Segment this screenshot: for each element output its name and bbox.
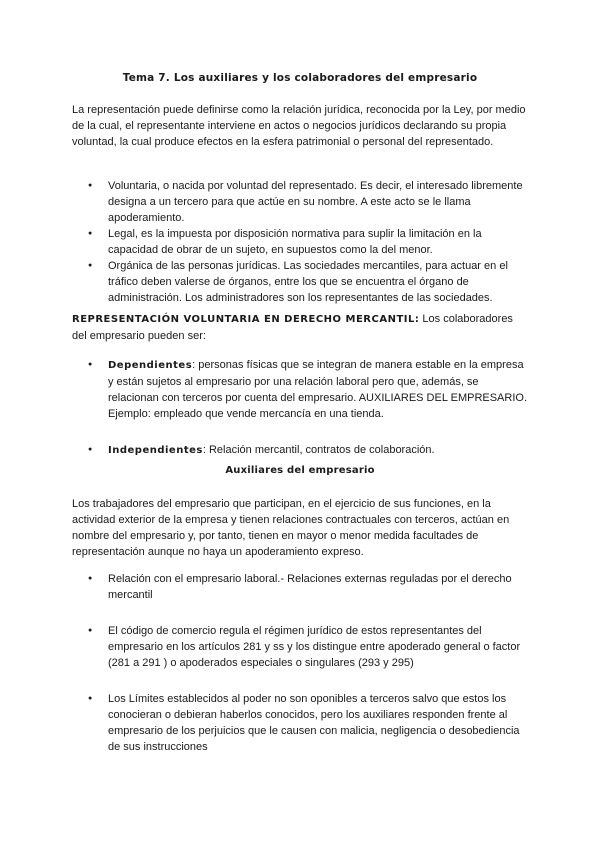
- collaborator-text: : Relación mercantil, contratos de colaboración.: [202, 444, 435, 456]
- list-item: ● Voluntaria, o nacida por voluntad del representado. Es decir, el interesado libremente designa a un tercero para que actúe en su nombre. A este acto se le llama apoderamiento.: [72, 178, 530, 226]
- list-item: ● Relación con el empresario laboral.- Relaciones externas reguladas por el derecho mercantil: [72, 571, 530, 603]
- list-item: ● Los Límites establecidos al poder no son oponibles a terceros salvo que estos los conocieran o debieran haberlos conocidos, pero los auxiliares responden frente al empresario de los perjuicios que le causen con malicia, negligencia o desobediencia de sus instrucciones: [72, 691, 530, 755]
- document-title: Tema 7. Los auxiliares y los colaboradores del empresario: [122, 72, 478, 84]
- list-item: ● Orgánica de las personas jurídicas. Las sociedades mercantiles, para actuar en el tráfico deben valerse de órganos, entre los que se encuentra el órgano de administración. Los administradores son los representantes de las sociedades.: [72, 258, 530, 306]
- aux-paragraph: Los trabajadores del empresario que participan, en el ejercicio de sus funciones, en la actividad exterior de la empresa y tienen relaciones contractuales con terceros, actúan en nombre del empresario y, por tanto, tienen en mayor o menor medida facultades de representación aunque no haya un apoderamiento expreso.: [72, 498, 510, 558]
- voluntary-text: Los colaboradores del empresario pueden ser:: [72, 313, 513, 342]
- list-item: [72, 357, 530, 422]
- collaborator-term: Independientes: [108, 445, 203, 456]
- list-item: ● Legal, es la impuesta por disposición normativa para suplir la limitación en la capacidad de obrar de un sujeto, en supuestos como la del menor.: [72, 226, 530, 258]
- list-item: [72, 442, 530, 459]
- voluntary-paragraph: [72, 311, 530, 344]
- section-subtitle: Auxiliares del empresario: [225, 465, 375, 476]
- intro-paragraph: La representación puede definirse como la relación jurídica, reconocida por la Ley, por medio de la cual, el representante interviene en actos o negocios jurídicos declarando su propia voluntad, la cual produce efectos en la esfera patrimonial o personal del representado.: [72, 104, 526, 148]
- collaborator-term: Dependientes: [108, 360, 193, 371]
- aux-points-list: [72, 571, 530, 775]
- voluntary-heading: REPRESENTACIÓN VOLUNTARIA EN DERECHO MERCANTIL:: [72, 314, 420, 325]
- representation-types-list: [72, 178, 530, 306]
- collaborators-list: [72, 357, 530, 479]
- list-item: ● El código de comercio regula el régimen jurídico de estos representantes del empresario en los artículos 281 y ss y los distingue entre apoderado general o factor (281 a 291 ) o apoderados especiales o singulares (293 y 295): [72, 623, 530, 671]
- collaborator-text: : personas físicas que se integran de manera estable en la empresa y están sujetos al empresario por una relación laboral pero que, además, se relacionan con terceros por cuenta del empresario. AUXILIARES DEL EMPRESARIO. Ejemplo: empleado que vende mercancía en una tienda.: [108, 359, 528, 420]
